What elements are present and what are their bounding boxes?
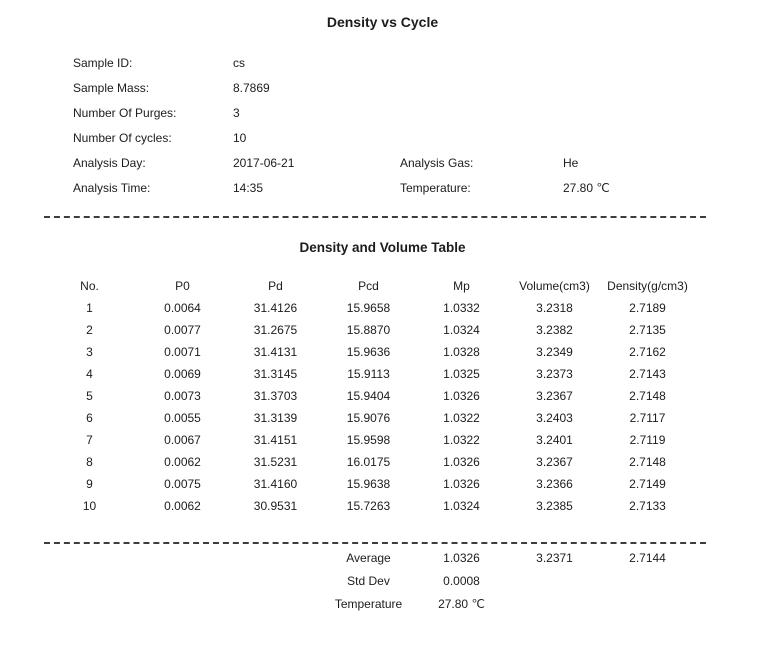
- table-cell: 0.0055: [164, 411, 201, 425]
- info-label: Temperature:: [400, 180, 471, 195]
- table-cell: 2.7189: [629, 301, 666, 315]
- table-cell: 8: [86, 455, 93, 469]
- summary-empty-cell: [229, 546, 322, 569]
- table-header-cell: Mp: [453, 279, 470, 293]
- table-cell: 6: [86, 411, 93, 425]
- table-cell: 0.0062: [164, 499, 201, 513]
- table-row: [43, 473, 694, 495]
- table-cell: 2.7143: [629, 367, 666, 381]
- table-cell: 1.0324: [443, 499, 480, 513]
- summary-value: 2.7144: [629, 550, 666, 565]
- table-cell: 31.4151: [253, 433, 298, 447]
- summary-row: [43, 592, 694, 615]
- table-cell: 1.0324: [443, 323, 480, 337]
- table-row: [43, 319, 694, 341]
- table-cell: 15.8870: [346, 323, 391, 337]
- table-cell: 1.0326: [443, 455, 480, 469]
- table-cell: 3.2367: [536, 455, 573, 469]
- summary-value: [601, 569, 694, 592]
- table-cell: 0.0071: [164, 345, 201, 359]
- density-volume-table-title: Density and Volume Table: [299, 240, 466, 255]
- table-cell: 0.0073: [164, 389, 201, 403]
- summary-value: 0.0008: [443, 573, 480, 588]
- info-label: Number Of cycles:: [73, 130, 172, 145]
- info-row: [73, 150, 765, 175]
- table-cell: 31.2675: [253, 323, 298, 337]
- table-row: [43, 495, 694, 517]
- table-row: [43, 451, 694, 473]
- info-value: 8.7869: [233, 80, 270, 95]
- info-value: He: [563, 155, 579, 170]
- table-header-cell: No.: [80, 279, 99, 293]
- sample-info-section: [73, 50, 765, 200]
- info-row: [73, 50, 765, 75]
- summary-label: Temperature: [334, 596, 403, 611]
- info-value: 14:35: [233, 180, 264, 195]
- table-cell: 15.9076: [346, 411, 391, 425]
- table-cell: 3.2401: [536, 433, 573, 447]
- info-row: [73, 100, 765, 125]
- table-cell: 10: [82, 499, 97, 513]
- table-header-cell: Density(g/cm3): [607, 279, 688, 293]
- table-cell: 3.2382: [536, 323, 573, 337]
- table-cell: 31.4160: [253, 477, 298, 491]
- table-cell: 0.0067: [164, 433, 201, 447]
- summary-label: Std Dev: [347, 573, 390, 588]
- summary-value: [508, 592, 601, 615]
- info-value: 27.80 ℃: [563, 180, 610, 195]
- table-cell: 1.0322: [443, 433, 480, 447]
- table-cell: 16.0175: [346, 455, 391, 469]
- table-header-cell: Pd: [268, 279, 283, 293]
- table-cell: 7: [86, 433, 93, 447]
- table-cell: 2: [86, 323, 93, 337]
- table-header-cell: Pcd: [358, 279, 379, 293]
- table-cell: 31.4131: [253, 345, 298, 359]
- summary-label: Average: [346, 550, 391, 565]
- info-row: [73, 125, 765, 150]
- table-cell: 2.7162: [629, 345, 666, 359]
- summary-empty-cell: [136, 569, 229, 592]
- table-cell: 2.7148: [629, 389, 666, 403]
- table-cell: 4: [86, 367, 93, 381]
- table-cell: 0.0062: [164, 455, 201, 469]
- table-cell: 2.7135: [629, 323, 666, 337]
- info-row: [73, 75, 765, 100]
- table-cell: 15.9113: [347, 367, 390, 381]
- table-row: [43, 363, 694, 385]
- table-row: [43, 429, 694, 451]
- info-label: Sample Mass:: [73, 80, 150, 95]
- table-row: [43, 385, 694, 407]
- table-cell: 3: [86, 345, 93, 359]
- summary-value: [601, 592, 694, 615]
- table-cell: 1.0326: [443, 389, 480, 403]
- table-cell: 31.3703: [253, 389, 298, 403]
- table-cell: 1.0322: [443, 411, 480, 425]
- table-cell: 15.9598: [346, 433, 391, 447]
- dashed-divider-top: [44, 216, 706, 218]
- table-row: [43, 407, 694, 429]
- table-row: [43, 341, 694, 363]
- table-cell: 1: [86, 301, 93, 315]
- table-cell: 0.0077: [164, 323, 201, 337]
- summary-row: [43, 569, 694, 592]
- table-cell: 3.2403: [536, 411, 573, 425]
- density-volume-table-body: [43, 297, 694, 517]
- summary-table-body: [43, 546, 694, 615]
- table-cell: 3.2373: [536, 367, 573, 381]
- table-cell: 3.2349: [536, 345, 573, 359]
- table-cell: 3.2385: [536, 499, 573, 513]
- table-cell: 9: [86, 477, 93, 491]
- info-label: Number Of Purges:: [73, 105, 177, 120]
- table-header-cell: P0: [175, 279, 190, 293]
- table-cell: 31.3145: [253, 367, 298, 381]
- info-value: 3: [233, 105, 240, 120]
- info-label: Analysis Day:: [73, 155, 146, 170]
- info-value: 2017-06-21: [233, 155, 295, 170]
- summary-empty-cell: [136, 592, 229, 615]
- summary-table: [43, 546, 694, 615]
- table-cell: 3.2366: [536, 477, 573, 491]
- info-label: Sample ID:: [73, 55, 133, 70]
- table-row: [43, 297, 694, 319]
- table-cell: 31.5231: [253, 455, 298, 469]
- table-cell: 1.0326: [443, 477, 480, 491]
- table-header-row: [43, 275, 694, 297]
- table-cell: 15.9638: [346, 477, 391, 491]
- summary-empty-cell: [43, 569, 136, 592]
- table-cell: 2.7117: [629, 411, 666, 425]
- summary-row: [43, 546, 694, 569]
- report-title: Density vs Cycle: [326, 14, 439, 30]
- table-cell: 1.0325: [443, 367, 480, 381]
- table-cell: 3.2367: [536, 389, 573, 403]
- summary-empty-cell: [43, 546, 136, 569]
- density-volume-table: [43, 275, 694, 517]
- summary-value: 27.80 ℃: [438, 596, 485, 611]
- info-row: [73, 175, 765, 200]
- table-cell: 15.9658: [346, 301, 391, 315]
- summary-empty-cell: [136, 546, 229, 569]
- info-value: 10: [233, 130, 247, 145]
- summary-value: [508, 569, 601, 592]
- table-cell: 0.0069: [164, 367, 201, 381]
- table-cell: 2.7133: [629, 499, 666, 513]
- info-value: cs: [233, 55, 245, 70]
- dashed-divider-bottom: [44, 542, 706, 544]
- table-cell: 15.9636: [346, 345, 391, 359]
- table-cell: 0.0064: [164, 301, 201, 315]
- table-cell: 5: [86, 389, 93, 403]
- summary-value: 3.2371: [536, 550, 573, 565]
- table-cell: 30.9531: [253, 499, 298, 513]
- summary-empty-cell: [229, 592, 322, 615]
- summary-empty-cell: [43, 592, 136, 615]
- table-cell: 2.7148: [629, 455, 666, 469]
- summary-value: 1.0326: [443, 550, 480, 565]
- info-label: Analysis Gas:: [400, 155, 474, 170]
- info-label: Analysis Time:: [73, 180, 151, 195]
- table-cell: 31.4126: [253, 301, 298, 315]
- table-cell: 1.0328: [443, 345, 480, 359]
- table-cell: 15.9404: [346, 389, 391, 403]
- table-cell: 2.7119: [629, 433, 666, 447]
- table-cell: 1.0332: [443, 301, 480, 315]
- table-cell: 0.0075: [164, 477, 201, 491]
- table-header-cell: Volume(cm3): [519, 279, 590, 293]
- table-cell: 15.7263: [346, 499, 391, 513]
- summary-empty-cell: [229, 569, 322, 592]
- density-volume-table-head: [43, 275, 694, 297]
- table-cell: 2.7149: [629, 477, 666, 491]
- table-cell: 31.3139: [253, 411, 298, 425]
- table-cell: 3.2318: [536, 301, 573, 315]
